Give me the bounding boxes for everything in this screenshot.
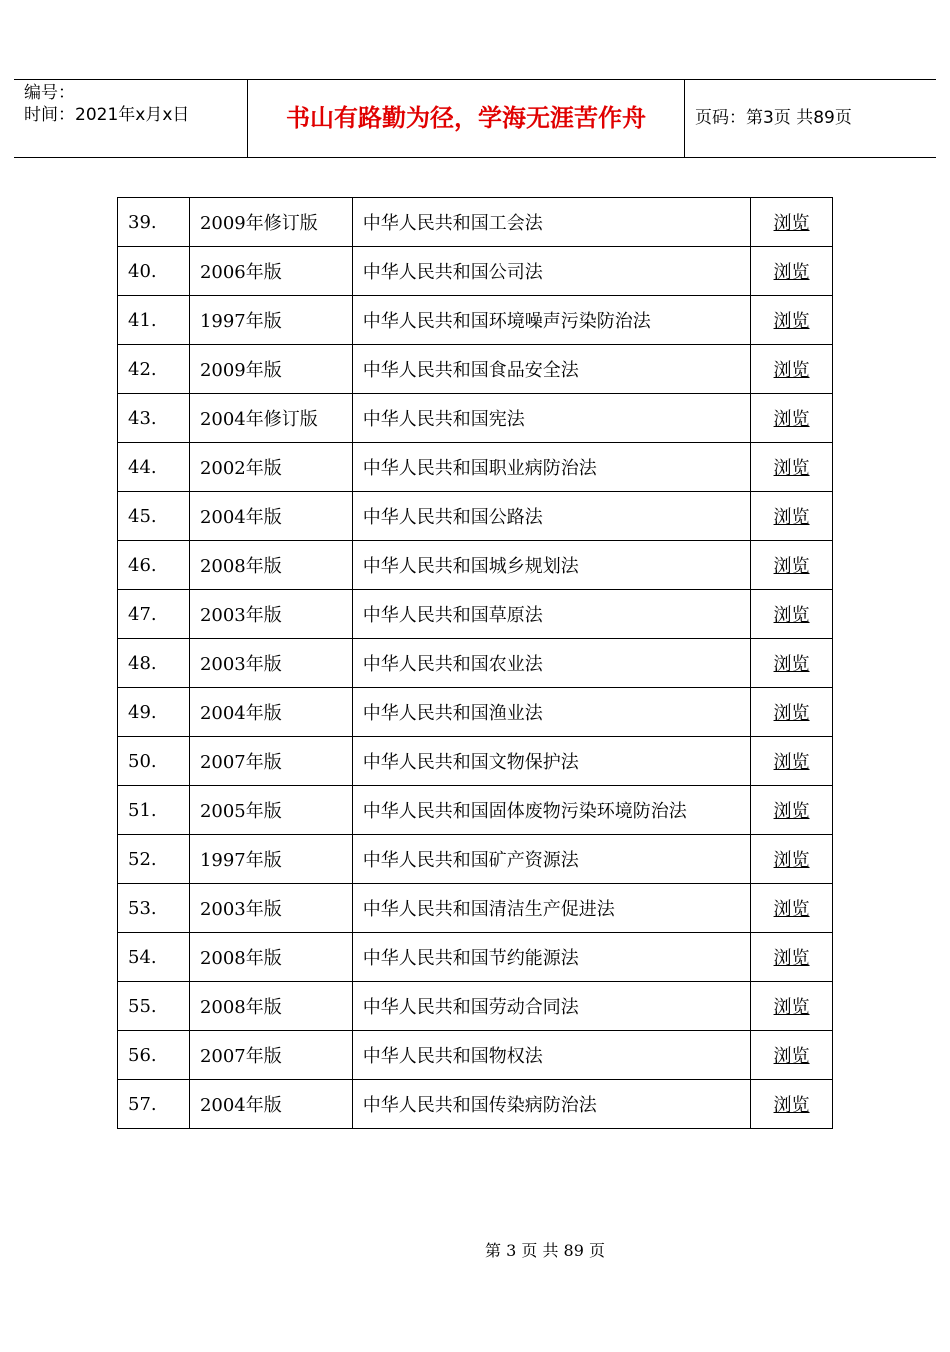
row-law-name: 中华人民共和国传染病防治法 bbox=[352, 1080, 750, 1129]
table-row bbox=[118, 198, 833, 247]
row-browse-cell bbox=[751, 247, 833, 296]
table-row bbox=[118, 639, 833, 688]
row-law-name: 中华人民共和国工会法 bbox=[352, 198, 750, 247]
row-number: 42. bbox=[118, 345, 190, 394]
row-number: 57. bbox=[118, 1080, 190, 1129]
row-law-name: 中华人民共和国公路法 bbox=[352, 492, 750, 541]
table-row bbox=[118, 541, 833, 590]
row-law-name: 中华人民共和国环境噪声污染防治法 bbox=[352, 296, 750, 345]
table-row bbox=[118, 443, 833, 492]
browse-link[interactable]: 浏览 bbox=[773, 948, 810, 969]
table-row bbox=[118, 1080, 833, 1129]
row-version: 2009年修订版 bbox=[189, 198, 352, 247]
header-meta bbox=[14, 80, 248, 157]
row-version: 2005年版 bbox=[189, 786, 352, 835]
row-number: 46. bbox=[118, 541, 190, 590]
row-browse-cell bbox=[751, 835, 833, 884]
row-browse-cell bbox=[751, 933, 833, 982]
row-browse-cell bbox=[751, 737, 833, 786]
date-line: 时间：2021年x月x日 bbox=[24, 105, 190, 125]
row-law-name: 中华人民共和国矿产资源法 bbox=[352, 835, 750, 884]
row-version: 2008年版 bbox=[189, 541, 352, 590]
row-law-name: 中华人民共和国物权法 bbox=[352, 1031, 750, 1080]
row-law-name: 中华人民共和国渔业法 bbox=[352, 688, 750, 737]
row-number: 43. bbox=[118, 394, 190, 443]
table-row bbox=[118, 982, 833, 1031]
row-browse-cell bbox=[751, 443, 833, 492]
row-number: 55. bbox=[118, 982, 190, 1031]
row-number: 41. bbox=[118, 296, 190, 345]
row-law-name: 中华人民共和国城乡规划法 bbox=[352, 541, 750, 590]
row-version: 2006年版 bbox=[189, 247, 352, 296]
row-number: 53. bbox=[118, 884, 190, 933]
row-number: 47. bbox=[118, 590, 190, 639]
row-browse-cell bbox=[751, 982, 833, 1031]
table-row bbox=[118, 247, 833, 296]
table-row bbox=[118, 688, 833, 737]
browse-link[interactable]: 浏览 bbox=[773, 213, 810, 234]
row-number: 44. bbox=[118, 443, 190, 492]
row-law-name: 中华人民共和国劳动合同法 bbox=[352, 982, 750, 1031]
row-browse-cell bbox=[751, 786, 833, 835]
row-version: 2007年版 bbox=[189, 1031, 352, 1080]
browse-link[interactable]: 浏览 bbox=[773, 899, 810, 920]
row-law-name: 中华人民共和国公司法 bbox=[352, 247, 750, 296]
row-browse-cell bbox=[751, 492, 833, 541]
row-browse-cell bbox=[751, 639, 833, 688]
browse-link[interactable]: 浏览 bbox=[773, 458, 810, 479]
law-list-body bbox=[118, 198, 833, 1129]
row-number: 48. bbox=[118, 639, 190, 688]
row-version: 2003年版 bbox=[189, 884, 352, 933]
row-number: 52. bbox=[118, 835, 190, 884]
row-version: 2004年修订版 bbox=[189, 394, 352, 443]
browse-link[interactable]: 浏览 bbox=[773, 409, 810, 430]
row-version: 2008年版 bbox=[189, 933, 352, 982]
row-browse-cell bbox=[751, 296, 833, 345]
table-row bbox=[118, 1031, 833, 1080]
row-version: 2004年版 bbox=[189, 492, 352, 541]
row-browse-cell bbox=[751, 198, 833, 247]
row-law-name: 中华人民共和国文物保护法 bbox=[352, 737, 750, 786]
header-motto: 书山有路勤为径，学海无涯苦作舟 bbox=[248, 80, 685, 157]
row-number: 40. bbox=[118, 247, 190, 296]
row-number: 49. bbox=[118, 688, 190, 737]
row-browse-cell bbox=[751, 345, 833, 394]
browse-link[interactable]: 浏览 bbox=[773, 997, 810, 1018]
row-law-name: 中华人民共和国节约能源法 bbox=[352, 933, 750, 982]
browse-link[interactable]: 浏览 bbox=[773, 1046, 810, 1067]
row-law-name: 中华人民共和国草原法 bbox=[352, 590, 750, 639]
browse-link[interactable]: 浏览 bbox=[773, 262, 810, 283]
row-law-name: 中华人民共和国宪法 bbox=[352, 394, 750, 443]
table-row bbox=[118, 933, 833, 982]
row-law-name: 中华人民共和国农业法 bbox=[352, 639, 750, 688]
browse-link[interactable]: 浏览 bbox=[773, 311, 810, 332]
row-number: 45. bbox=[118, 492, 190, 541]
browse-link[interactable]: 浏览 bbox=[773, 507, 810, 528]
row-law-name: 中华人民共和国食品安全法 bbox=[352, 345, 750, 394]
table-row bbox=[118, 884, 833, 933]
serial-label: 编号： bbox=[24, 83, 75, 103]
browse-link[interactable]: 浏览 bbox=[773, 801, 810, 822]
table-row bbox=[118, 394, 833, 443]
row-law-name: 中华人民共和国清洁生产促进法 bbox=[352, 884, 750, 933]
browse-link[interactable]: 浏览 bbox=[773, 1095, 810, 1116]
table-row bbox=[118, 590, 833, 639]
row-version: 2003年版 bbox=[189, 639, 352, 688]
row-number: 54. bbox=[118, 933, 190, 982]
browse-link[interactable]: 浏览 bbox=[773, 360, 810, 381]
row-browse-cell bbox=[751, 1080, 833, 1129]
row-version: 2004年版 bbox=[189, 1080, 352, 1129]
row-browse-cell bbox=[751, 541, 833, 590]
row-version: 2003年版 bbox=[189, 590, 352, 639]
header-page-info: 页码：第3页 共89页 bbox=[695, 108, 852, 128]
row-number: 51. bbox=[118, 786, 190, 835]
footer-page-number: 第 3 页 共 89 页 bbox=[485, 1241, 605, 1260]
row-law-name: 中华人民共和国职业病防治法 bbox=[352, 443, 750, 492]
browse-link[interactable]: 浏览 bbox=[773, 752, 810, 773]
row-browse-cell bbox=[751, 1031, 833, 1080]
row-browse-cell bbox=[751, 884, 833, 933]
table-row bbox=[118, 345, 833, 394]
table-row bbox=[118, 492, 833, 541]
row-number: 56. bbox=[118, 1031, 190, 1080]
table-row bbox=[118, 296, 833, 345]
row-version: 1997年版 bbox=[189, 835, 352, 884]
row-browse-cell bbox=[751, 688, 833, 737]
page-footer bbox=[0, 1238, 950, 1261]
row-version: 2009年版 bbox=[189, 345, 352, 394]
browse-link[interactable]: 浏览 bbox=[773, 703, 810, 724]
document-header bbox=[14, 79, 936, 158]
row-number: 39. bbox=[118, 198, 190, 247]
row-version: 2007年版 bbox=[189, 737, 352, 786]
row-browse-cell bbox=[751, 590, 833, 639]
browse-link[interactable]: 浏览 bbox=[773, 556, 810, 577]
row-version: 1997年版 bbox=[189, 296, 352, 345]
law-list-table bbox=[117, 197, 833, 1129]
row-version: 2002年版 bbox=[189, 443, 352, 492]
browse-link[interactable]: 浏览 bbox=[773, 605, 810, 626]
row-browse-cell bbox=[751, 394, 833, 443]
table-row bbox=[118, 737, 833, 786]
browse-link[interactable]: 浏览 bbox=[773, 850, 810, 871]
table-row bbox=[118, 835, 833, 884]
row-version: 2008年版 bbox=[189, 982, 352, 1031]
table-row bbox=[118, 786, 833, 835]
browse-link[interactable]: 浏览 bbox=[773, 654, 810, 675]
row-number: 50. bbox=[118, 737, 190, 786]
row-version: 2004年版 bbox=[189, 688, 352, 737]
row-law-name: 中华人民共和国固体废物污染环境防治法 bbox=[352, 786, 750, 835]
